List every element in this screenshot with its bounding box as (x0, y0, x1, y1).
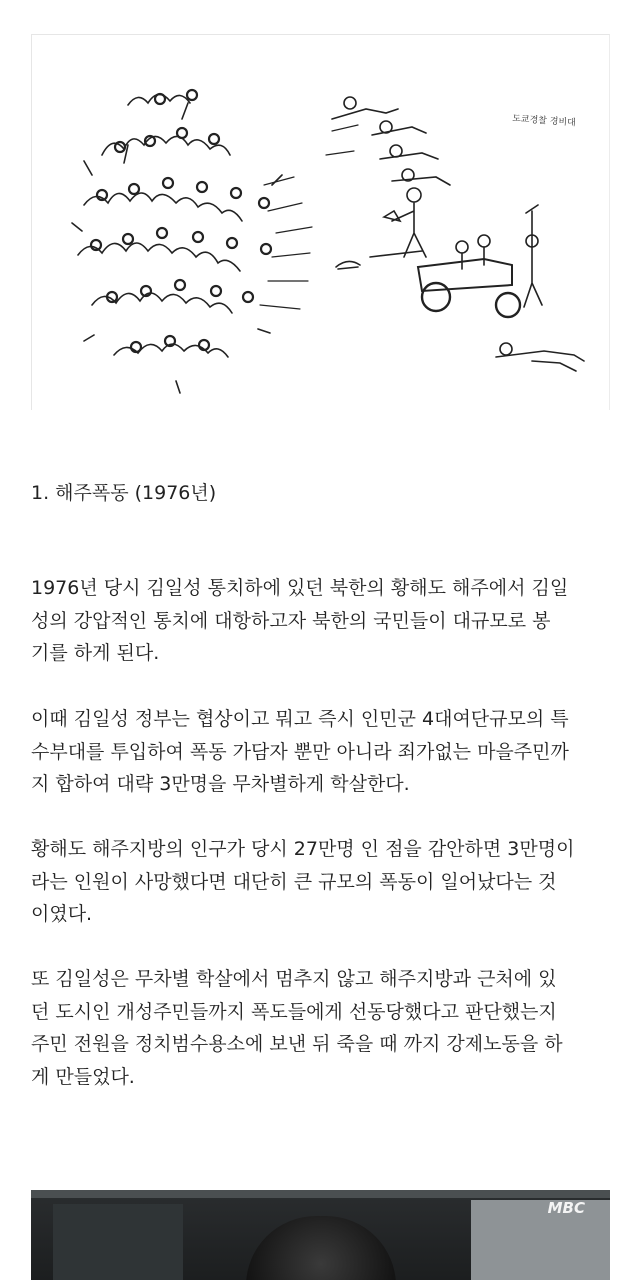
photo-background-window (471, 1200, 610, 1280)
paragraph-line: 던 도시인 개성주민들까지 폭도들에게 선동당했다고 판단했는지 (31, 1000, 557, 1023)
paragraph-line: 기를 하게 된다. (31, 642, 160, 664)
paragraph-line: 황해도 해주지방의 인구가 당시 27만명 인 점을 감안하면 3만명이 (31, 838, 575, 860)
photo-person-head (246, 1216, 396, 1280)
paragraph-line: 또 김일성은 무차별 학살에서 멈추지 않고 해주지방과 근처에 있 (31, 968, 557, 990)
paragraph-3 (31, 833, 616, 931)
paragraph-line: 성의 강압적인 통치에 대항하고자 북한의 국민들이 대규모로 봉 (31, 609, 551, 632)
crowd-vs-army-sketch (32, 35, 610, 410)
photo-background-panel (53, 1204, 183, 1280)
paragraph-line: 이였다. (31, 903, 93, 925)
protest-illustration (31, 34, 610, 410)
paragraph-1 (31, 572, 616, 670)
paragraph-4 (31, 963, 616, 1093)
illustration-caption: 도쿄경찰 경비대 (511, 114, 577, 129)
paragraph-line: 수부대를 투입하여 폭동 가담자 뿐만 아니라 죄가없는 마을주민까 (31, 740, 569, 763)
paragraph-line: 지 합하여 대략 3만명을 무차별하게 학살한다. (31, 773, 410, 795)
motion-lines (260, 125, 358, 309)
paragraph-line: 이때 김일성 정부는 협상이고 뭐고 즉시 인민군 4대여단규모의 특 (31, 708, 569, 730)
news-photo (31, 1190, 610, 1280)
broadcaster-watermark: MBC (547, 1199, 585, 1217)
paragraph-line: 1976년 당시 김일성 통치하에 있던 북한의 황해도 해주에서 김일 (31, 577, 569, 599)
section-heading: 1. 해주폭동 (1976년) (31, 482, 217, 504)
photo-background-strip (31, 1190, 610, 1198)
paragraph-line: 라는 인원이 사망했다면 대단히 큰 규모의 폭동이 일어났다는 것 (31, 870, 557, 893)
crowd-drawing (72, 90, 308, 393)
paragraph-line: 게 만들었다. (31, 1065, 135, 1088)
soldiers-drawing (332, 97, 584, 371)
paragraph-line: 주민 전원을 정치범수용소에 보낸 뒤 죽을 때 까지 강제노동을 하 (31, 1033, 563, 1055)
paragraph-2 (31, 703, 616, 801)
